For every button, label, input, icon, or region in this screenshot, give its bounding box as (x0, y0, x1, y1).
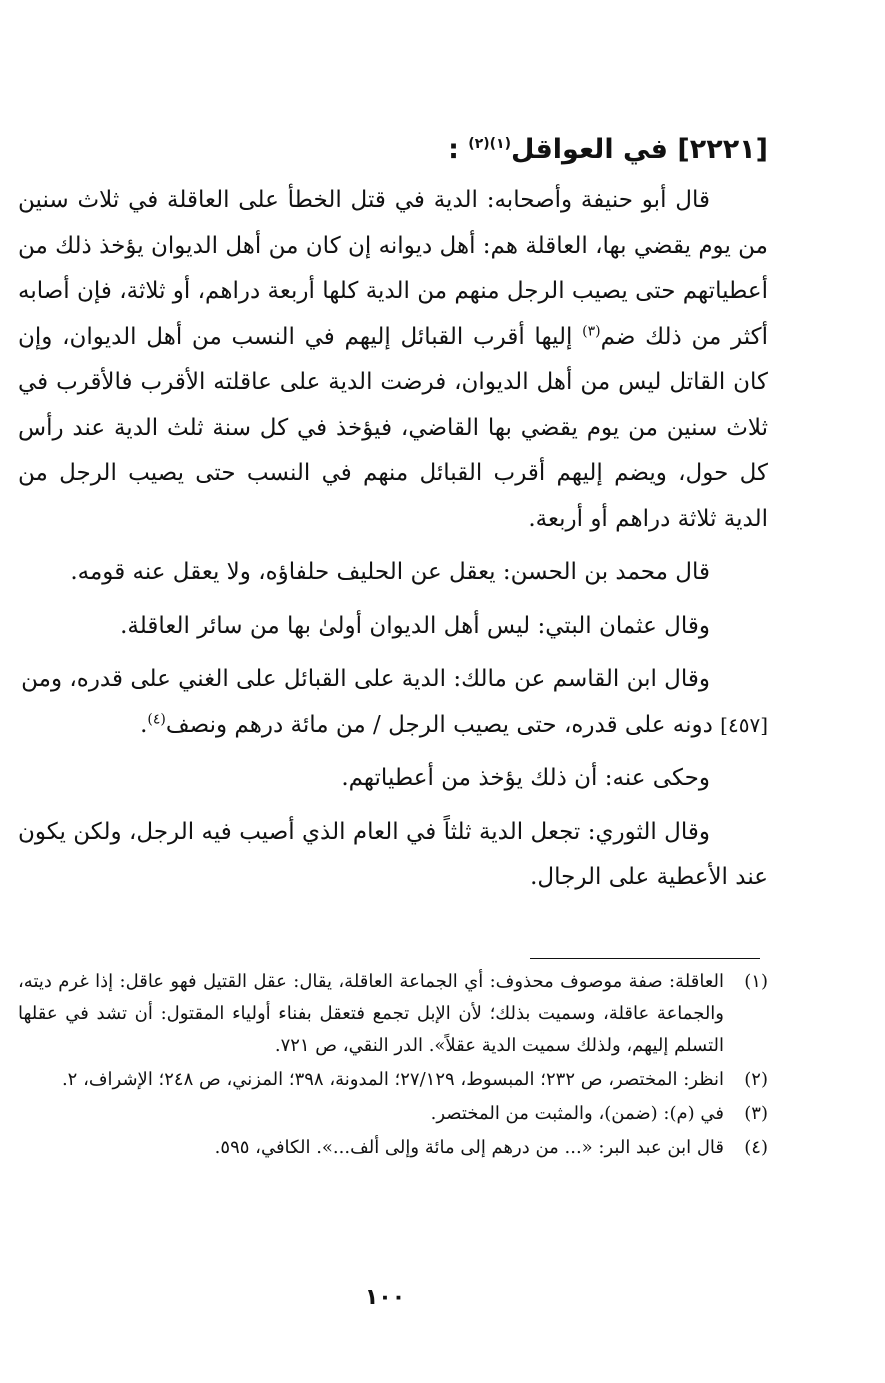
paragraph-abu-hanifa: قال أبو حنيفة وأصحابه: الدية في قتل الخطأ على العاقلة في ثلاث سنين من يوم يقضي بها، العاقلة هم: أهل ديوانه إن كان من أهل الديوان يؤخذ ذلك من أعطياتهم حتى يصيب الرجل منهم من الدية كلها أربعة دراهم، أو ثلاثة، فإن أصابه أكثر من ذلك ضم$^{(٣)}$ إليها أقرب القبائل إليهم في النسب من أهل الديوان، وإن كان القاتل ليس من أهل الديوان، فرضت الدية على عاقلته الأقرب فالأقرب في ثلاث سنين من يوم يقضي بها القاضي، فيؤخذ في كل سنة ثلث الدية عند رأس كل حول، ويضم إليهم أقرب القبائل منهم في النسب حتى يصيب الرجل من الدية ثلاثة دراهم أو أربعة. (18, 187, 768, 532)
footnote-number: (٤) (744, 1137, 768, 1158)
footnote-text: قال ابن عبد البر: «... من درهم إلى مائة وإلى ألف...». الكافي، ٥٩٥. (214, 1137, 724, 1158)
page-number: ١٠٠ (364, 1285, 406, 1310)
paragraph-muhammad: قال محمد بن الحسن: يعقل عن الحليف حلفاؤه، ولا يعقل عنه قومه. (70, 559, 710, 585)
paragraph-ibn-qasim: وقال ابن القاسم عن مالك: الدية على القبائل على الغني على قدره، ومن [٤٥٧] دونه على قدره، حتى يصيب الرجل / من مائة درهم ونصف$^{(٤)}$. (21, 666, 768, 738)
footnote-text: انظر: المختصر، ص ٢٣٢؛ المبسوط، ٢٧/١٢٩؛ المدونة، ٣٩٨؛ المزني، ص ٢٤٨؛ الإشراف، ٢. (61, 1069, 724, 1090)
footnotes (18, 966, 768, 1166)
footnote-divider (530, 958, 760, 959)
heading-colon: : (448, 134, 459, 165)
footnote-ref[interactable]: (٤) (147, 710, 166, 727)
footnote-item (18, 1132, 768, 1164)
footnote-text: العاقلة: صفة موصوف محذوف: أي الجماعة العاقلة، يقال: عقل القتيل فهو عاقل: إذا غرم ديته، والجماعة عاقلة، وسميت بذلك؛ لأن الإبل تجمع فتعقل بفناء أولياء المقتول: أن تشد في عقلها التسلم إليهم، ولذلك سميت الدية عقلاً». الدر النقي، ص ٧٢١. (18, 971, 724, 1056)
footnote-item (18, 966, 768, 1062)
paragraph-thawri: وقال الثوري: تجعل الدية ثلثاً في العام الذي أصيب فيه الرجل، ولكن يكون عند الأعطية على الرجال. (18, 818, 768, 890)
section-title: في العواقل (510, 134, 668, 165)
footnote-item (18, 1064, 768, 1096)
paragraph-hikaya: وحكى عنه: أن ذلك يؤخذ من أعطياتهم. (341, 765, 710, 791)
footnote-text: في (م): (ضمن)، والمثبت من المختصر. (430, 1103, 724, 1124)
footnote-ref[interactable]: (١)(٢) (468, 136, 511, 152)
footnote-item (18, 1098, 768, 1130)
section-heading (18, 128, 768, 172)
footnote-ref[interactable]: (٣) (582, 322, 601, 339)
footnote-number: (١) (744, 971, 768, 992)
section-number: [٢٢٢١] (677, 134, 768, 165)
main-text (18, 128, 768, 909)
margin-page-marker: [٤٥٧] (720, 712, 768, 737)
paragraph-uthman: وقال عثمان البتي: ليس أهل الديوان أولىٰ بها من سائر العاقلة. (120, 612, 710, 639)
footnote-number: (٢) (744, 1069, 768, 1090)
footnote-number: (٣) (744, 1103, 768, 1124)
